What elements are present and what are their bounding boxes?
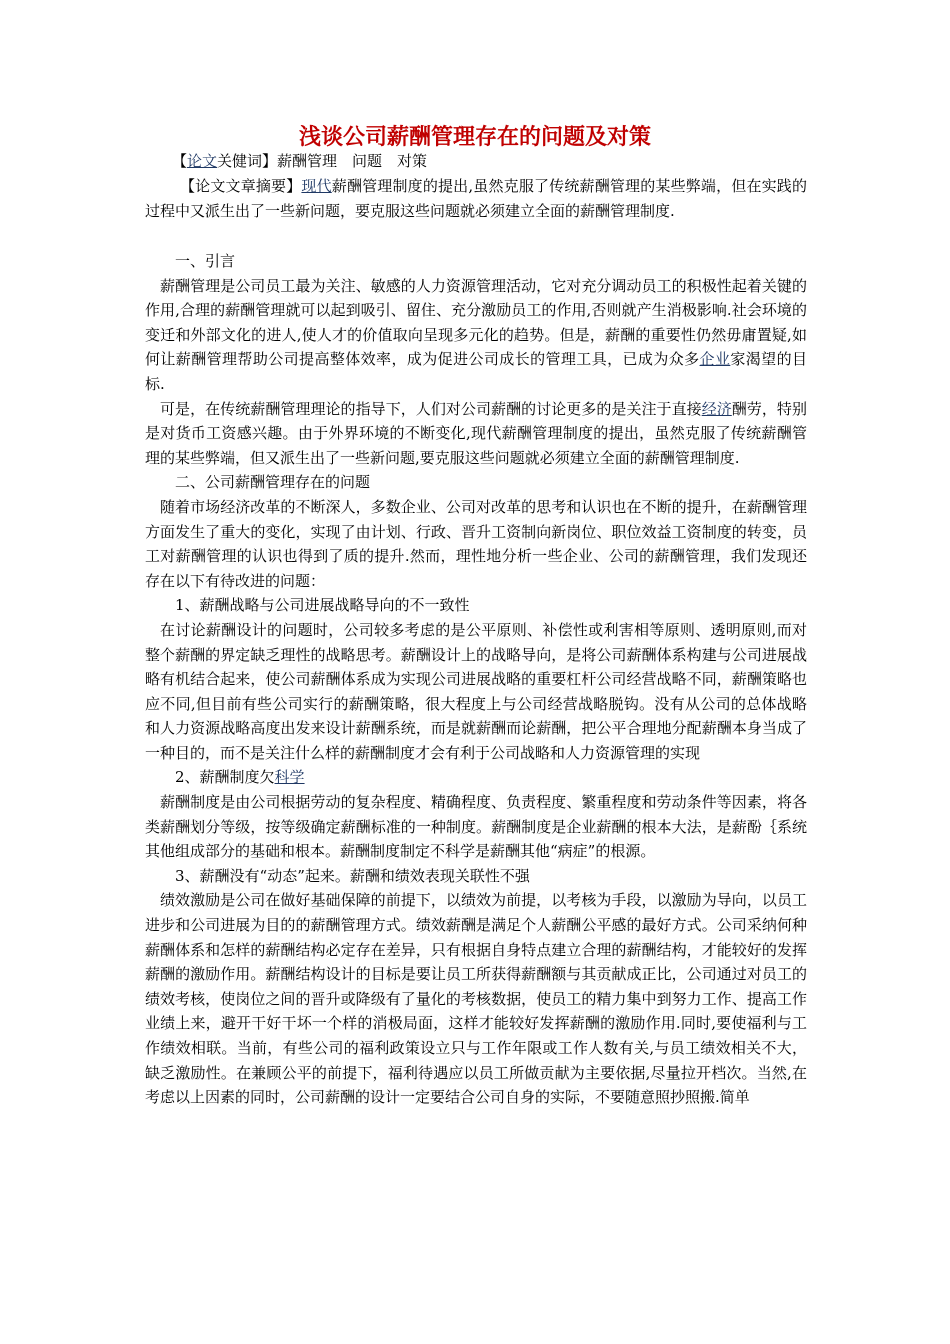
subsection1-heading: 1、薪酬战略与公司进展战略导向的不一致性 bbox=[175, 596, 470, 615]
document-title: 浅谈公司薪酬管理存在的问题及对策 bbox=[298, 125, 651, 150]
abstract-paragraph bbox=[145, 174, 807, 223]
abstract-prefix: 【论文文章摘要】 bbox=[180, 177, 302, 195]
keywords-link[interactable]: 论文 bbox=[187, 152, 218, 170]
subsection3-heading: 3、薪酬没有“动态”起来。薪酬和绩效表现关联性不强 bbox=[175, 866, 530, 885]
section1-paragraph2-text: 可是，在传统薪酬管理理论的指导下，人们对公司薪酬的讨论更多的是关注于直接 bbox=[160, 399, 702, 418]
enterprise-link[interactable]: 企业 bbox=[699, 350, 731, 369]
subsection1-paragraph: 在讨论薪酬设计的问题时，公司较多考虑的是公平原则、补偿性或利害相等原则、透明原则,而对整个薪酬的界定缺乏理性的战略思考。薪酬设计上的战略导向，是将公司薪酬体系构建与公司进展战略有机结合起来，使公司薪酬体系成为实现公司进展战略的重要杠杆公司经营战略不同，薪酬策略也应不同,但目前有些公司实行的薪酬策略，很大程度上与公司经营战略脱钩。没有从公司的总体战略和人力资源战略高度出发来设计薪酬系统，而是就薪酬而论薪酬，把公平合理地分配薪酬本身当成了一种目的，而不是关注什么样的薪酬制度才会有利于公司战略和人力资源管理的实现 bbox=[145, 620, 807, 762]
subsection3-paragraph: 绩效激励是公司在做好基础保障的前提下，以绩效为前提，以考核为手段，以激励为导向，以员工进步和公司进展为目的的薪酬管理方式。绩效薪酬是满足个人薪酬公平感的最好方式。公司采纳何种薪酬体系和怎样的薪酬结构必定存在差异，只有根据自身特点建立合理的薪酬结构，才能较好的发挥薪酬的激励作用。薪酬结构设计的目标是要让员工所获得薪酬额与其贡献成正比，公司通过对员工的绩效考核，使岗位之间的晋升或降级有了量化的考核数据，使员工的精力集中到努力工作、提高工作业绩上来，避开干好干坏一个样的消极局面，这样才能较好发挥薪酬的激励作用.同时,要使福利与工作绩效相联。当前，有些公司的福利政策设立只与工作年限或工作人数有关,与员工绩效相关不大，缺乏激励性。在兼顾公平的前提下，福利待遇应以员工所做贡献为主要依据,尽量拉开档次。当然,在考虑以上因素的同时，公司薪酬的设计一定要结合公司自身的实际，不要随意照抄照搬.简单 bbox=[145, 891, 807, 1107]
section1-paragraph1-end: 家渴望的目标. bbox=[145, 350, 807, 393]
keywords-line bbox=[145, 149, 807, 174]
subsection2-heading-text: 2、薪酬制度欠 bbox=[175, 768, 275, 787]
section2-intro: 随着市场经济改革的不断深人，多数企业、公司对改革的思考和认识也在不断的提升，在薪酬管理方面发生了重大的变化，实现了由计划、行政、晋升工资制向新岗位、职位效益工资制度的转变，员工对薪酬管理的认识也得到了质的提升.然而，理性地分析一些企业、公司的薪酬管理，我们发现还存在以下有待改进的问题： bbox=[145, 497, 807, 590]
section2-heading: 二、公司薪酬管理存在的问题 bbox=[175, 473, 371, 492]
section1-paragraph1-text: 薪酬管理是公司员工最为关注、敏感的人力资源管理活动，它对充分调动员工的积极性起着关键的作用,合理的薪酬管理就可以起到吸引、留住、充分激励员工的作用,否则就产生消极影响.社会环境的变迁和外部文化的进人,使人才的价值取向呈现多元化的趋势。但是，薪酬的重要性仍然毋庸置疑,如何让薪酬管理帮助公司提高整体效率，成为促进公司成长的管理工具，已成为众多 bbox=[145, 276, 807, 369]
section-intro bbox=[145, 249, 807, 1110]
section1-paragraph2 bbox=[145, 397, 807, 471]
section1-heading: 一、引言 bbox=[175, 252, 236, 270]
abstract-text: 薪酬管理制度的提出,虽然克服了传统薪酬管理的某些弊端，但在实践的过程中又派生出了一些新问题，要克服这些问题就必须建立全面的薪酬管理制度. bbox=[145, 177, 807, 220]
keywords-text: 关健词】薪酬管理 问题 对策 bbox=[217, 152, 428, 170]
economy-link[interactable]: 经济 bbox=[701, 399, 732, 418]
subsection2-heading bbox=[145, 765, 807, 790]
section1-paragraph1 bbox=[145, 274, 807, 397]
abstract-link[interactable]: 现代 bbox=[301, 177, 332, 195]
keywords-prefix: 【 bbox=[172, 152, 188, 170]
science-link[interactable]: 科学 bbox=[274, 768, 305, 787]
subsection2-paragraph: 薪酬制度是由公司根据劳动的复杂程度、精确程度、负责程度、繁重程度和劳动条件等因素，将各类薪酬划分等级，按等级确定薪酬标准的一种制度。薪酬制度是企业薪酬的根本大法，是薪酚｛系统其他组成部分的基础和根本。薪酬制度制定不科学是薪酬其他“病症”的根源。 bbox=[145, 793, 807, 861]
section1-paragraph2-end: 酬劳，特别是对货币工资感兴趣。由于外界环境的不断变化,现代薪酬管理制度的提出，虽然克服了传统薪酬管理的某些弊端，但又派生出了一些新问题,要克服这些问题就必须建立全面的薪酬管理制度. bbox=[145, 399, 807, 467]
